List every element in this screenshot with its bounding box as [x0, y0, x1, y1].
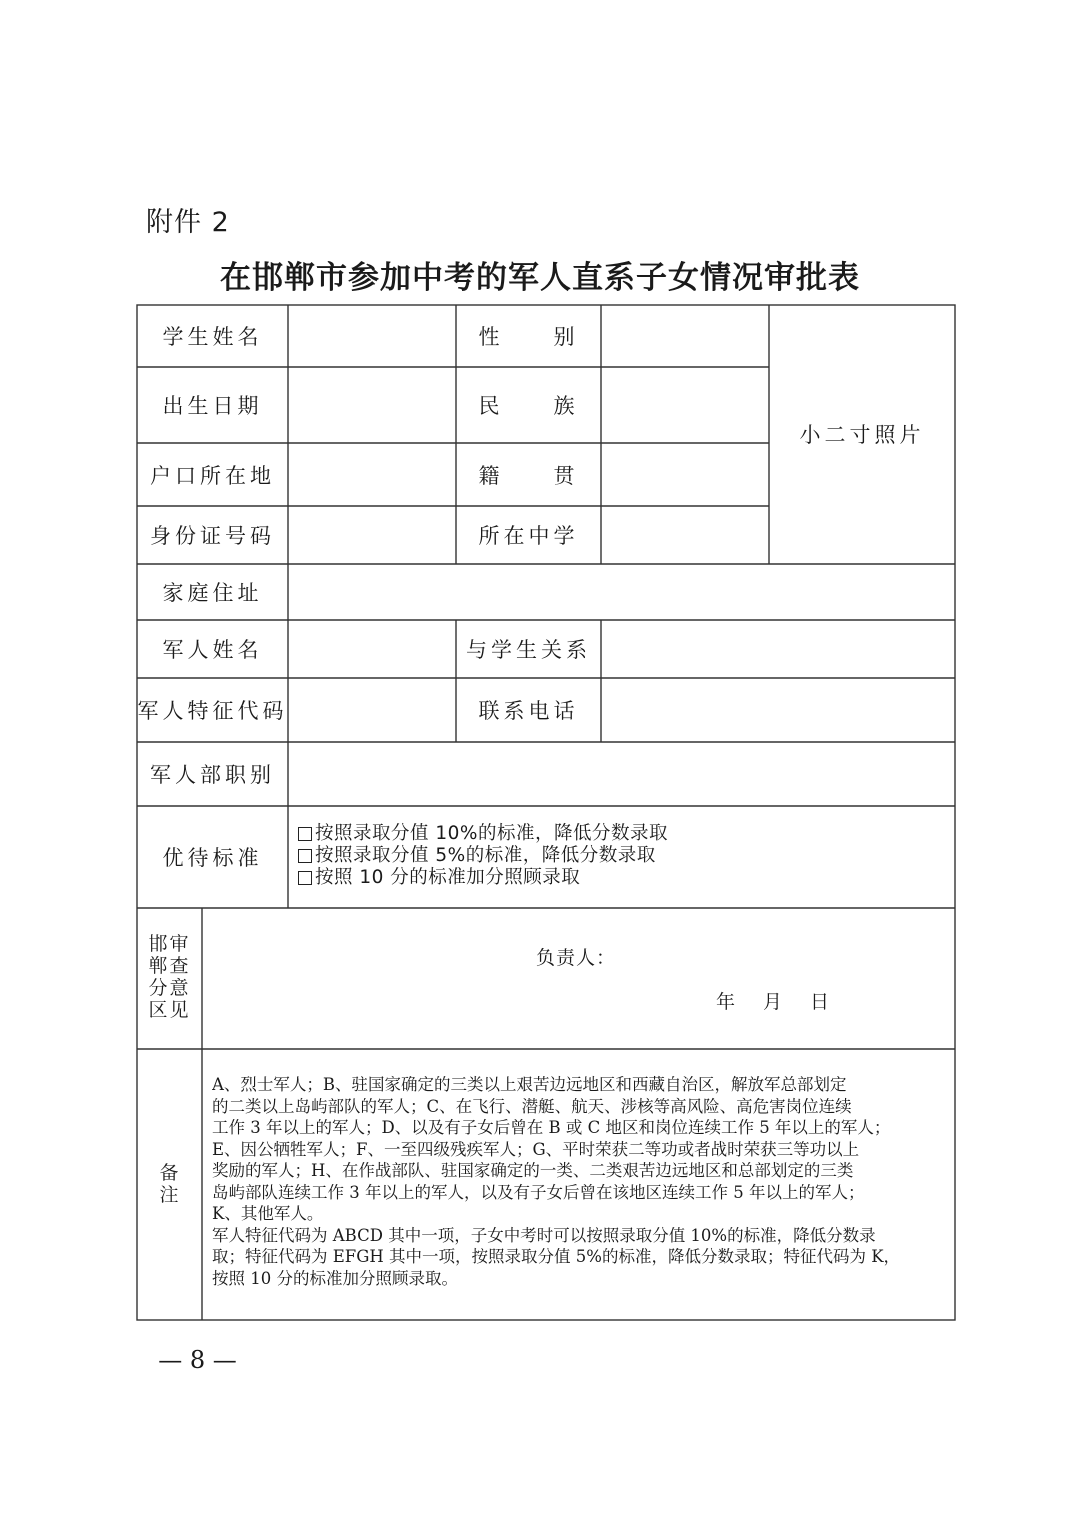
review-label-col1	[148, 933, 168, 1021]
option-label: 按照录取分值 10%的标准，降低分数录取	[315, 823, 669, 844]
option-label: 按照录取分值 5%的标准，降低分数录取	[315, 845, 656, 866]
note-line: E、因公牺牲军人；F、一至四级残疾军人；G、平时荣获二等功或者战时荣获三等功以上	[212, 1139, 860, 1159]
note-line: A、烈士军人；B、驻国家确定的三类以上艰苦边远地区和西藏自治区，解放军总部划定	[212, 1075, 847, 1094]
note-line: 军人特征代码为 ABCD 其中一项，子女中考时可以按照录取分值 10%的标准，降低分数录	[212, 1225, 876, 1245]
label-gender: 性 别	[478, 325, 579, 349]
review-char: 分	[148, 977, 168, 999]
preferential-options	[298, 823, 668, 889]
label-home-address: 家庭住址	[162, 581, 263, 605]
label-relation: 与学生关系	[466, 638, 591, 662]
remarks-label	[159, 1162, 179, 1206]
checkbox-icon[interactable]	[298, 827, 312, 841]
option-label: 按照 10 分的标准加分照顾录取	[315, 867, 581, 888]
date-day: 日	[810, 991, 830, 1013]
review-char: 审	[169, 933, 189, 955]
review-label-col2	[169, 933, 189, 1021]
note-line: 按照 10 分的标准加分照顾录取。	[212, 1268, 458, 1288]
page-number: — 8 —	[158, 1346, 237, 1374]
checkbox-icon[interactable]	[298, 871, 312, 885]
date-year: 年	[716, 991, 736, 1013]
remarks-char: 备	[159, 1162, 179, 1184]
option-5-percent[interactable]	[298, 845, 668, 867]
review-char: 郸	[148, 955, 168, 977]
label-school: 所在中学	[478, 524, 579, 548]
attachment-label: 附件 2	[146, 207, 230, 238]
note-line: 岛屿部队连续工作 3 年以上的军人，以及有子女后曾在该地区连续工作 5 年以上的军人；	[212, 1182, 865, 1202]
responsible-person-label: 负责人：	[536, 947, 617, 969]
label-native-place: 籍 贯	[478, 463, 579, 488]
note-line: 工作 3 年以上的军人；D、以及有子女后曾在 B 或 C 地区和岗位连续工作 5 年以上的军人；	[212, 1118, 891, 1137]
label-birth-date: 出生日期	[162, 394, 263, 418]
label-soldier-rank: 军人部职别	[150, 763, 275, 787]
label-ethnicity: 民 族	[478, 394, 579, 418]
date-line	[716, 987, 857, 1014]
label-id-number: 身份证号码	[150, 524, 275, 548]
label-phone: 联系电话	[478, 699, 579, 723]
review-char: 邯	[148, 933, 168, 955]
date-month: 月	[763, 991, 783, 1013]
photo-placeholder: 小二寸照片	[799, 422, 925, 447]
option-10-percent[interactable]	[298, 823, 668, 845]
review-char: 区	[148, 999, 168, 1021]
form-title: 在邯郸市参加中考的军人直系子女情况审批表	[220, 260, 860, 296]
note-line: 的二类以上岛屿部队的军人；C、在飞行、潜艇、航天、涉核等高风险、高危害岗位连续	[212, 1096, 852, 1116]
label-soldier-name: 军人姓名	[162, 638, 263, 662]
remarks-char: 注	[159, 1184, 179, 1206]
note-line: 奖励的军人；H、在作战部队、驻国家确定的一类、二类艰苦边远地区和总部划定的三类	[212, 1161, 854, 1180]
remarks-notes	[212, 1074, 945, 1289]
label-soldier-code: 军人特征代码	[137, 699, 288, 723]
review-char: 见	[169, 999, 189, 1021]
review-char: 意	[169, 977, 189, 999]
review-char: 查	[169, 955, 189, 977]
label-student-name: 学生姓名	[162, 325, 263, 349]
label-preferential: 优待标准	[162, 846, 263, 870]
label-household-location: 户口所在地	[150, 463, 275, 488]
note-line: 取；特征代码为 EFGH 其中一项，按照录取分值 5%的标准，降低分数录取；特征代码为 K，	[212, 1247, 901, 1266]
checkbox-icon[interactable]	[298, 849, 312, 863]
option-10-points[interactable]	[298, 867, 668, 889]
note-line: K、其他军人。	[212, 1204, 324, 1223]
